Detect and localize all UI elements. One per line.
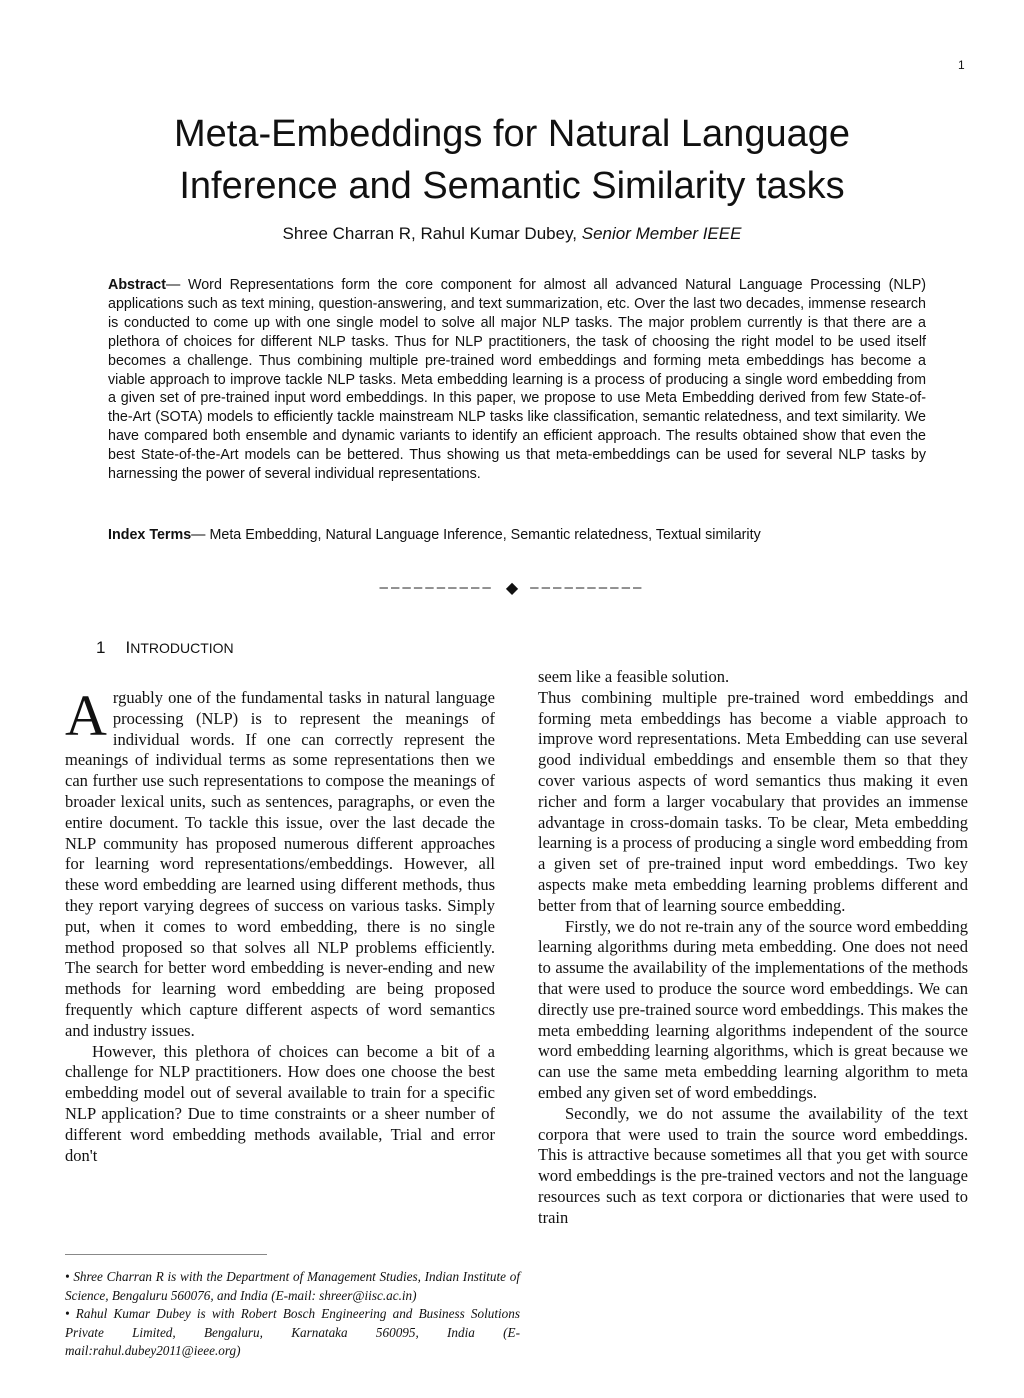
author-membership: Senior Member IEEE bbox=[581, 224, 742, 243]
intro-paragraph-3: seem like a feasible solution. bbox=[538, 667, 730, 686]
title-line-2: Inference and Semantic Similarity tasks bbox=[179, 165, 845, 207]
abstract-text: Word Representations form the core component for almost all advanced Natural Language Processing (NLP) applications such as text mining, question-answering, and text summarization, etc. Over the last two decades, immense research is conducted to come up with one single model to solve all major NLP tasks. The major problem currently is that there are a plethora of choices for different NLP tasks. Thus for NLP practitioners, the task of choosing the right model to be used itself becomes a challenge. Thus combining multiple pre-trained word embeddings and forming meta embeddings has become a viable approach to improve tackle NLP tasks. Meta embedding learning is a process of producing a single word embedding from a given set of pre-trained input word embeddings. In this paper, we propose to use Meta Embedding derived from few State-of-the-Art (SOTA) models to efficiently tackle mainstream NLP tasks like classification, semantic relatedness, and text similarity. We have compared both ensemble and dynamic variants to identify an efficient approach. The results obtained show that even the best State-of-the-Art models can be bettered. Thus showing us that meta-embeddings can be used for several NLP tasks by harnessing the power of several individual representations. bbox=[108, 277, 926, 483]
intro-paragraph-4: Thus combining multiple pre-trained word embeddings and forming meta embeddings has become a viable approach to improve word representations. Meta Embedding can use several good individual embeddings and ensemble them so that they cover various aspects of word semantics thus making it even richer and form a larger vocabulary that provides an immense advantage in cross-domain tasks. To be clear, Meta embedding learning is a process of producing a single word embedding from a given set of pre-trained input word embeddings. Two key aspects make meta embedding learning problems different and better from that of learning source embedding. bbox=[538, 687, 968, 915]
intro-paragraph-1 bbox=[65, 683, 495, 1042]
abstract-dash: — bbox=[166, 277, 188, 293]
section-number: 1 bbox=[96, 638, 106, 657]
separator-right-dashes: —————————— bbox=[530, 579, 645, 596]
intro-paragraph-2: However, this plethora of choices can become a bit of a challenge for NLP practitioners. How does one choose the best embedding model out of several available to train for a specific NLP application? Due to time constraints or a sheer number of different word embedding methods available, Trial and error don't bbox=[65, 1041, 495, 1165]
page-number: 1 bbox=[958, 58, 965, 72]
left-column bbox=[65, 683, 495, 1166]
author-names: Shree Charran R, Rahul Kumar Dubey, bbox=[282, 224, 582, 243]
index-terms bbox=[108, 527, 926, 543]
section-title-initial: I bbox=[125, 638, 131, 657]
abstract bbox=[108, 276, 926, 484]
separator-left-dashes: —————————— bbox=[379, 579, 494, 596]
intro-paragraph-1-text: rguably one of the fundamental tasks in natural language processing (NLP) is to represent the meanings of individual words. If one can correctly represent the meanings of individual terms as some representations then we can further use such representations to compose the meanings of broader lexical units, such as sentences, paragraphs, or even the entire document. To tackle this issue, over the last decade the NLP community has proposed numerous different approaches for learning word representations/embeddings. However, all these word embedding are learned using different methods, thus they report varying degrees of success on various tasks. Simply put, when it comes to word embedding, there is no single method proposed so that solves all NLP problems efficiently. The search for better word embedding is never-ending and new methods for learning word embedding are being proposed frequently which capture different aspects of word semantics and industry issues. bbox=[65, 688, 495, 1040]
intro-paragraph-5: Firstly, we do not re-train any of the source word embedding learning algorithms during meta embedding. One does not need to assume the availability of the implementations of the methods that were used to produce the source word embeddings. We can directly use pre-trained source word embeddings. This makes the meta embedding learning algorithms independent of the source word embedding learning algorithms, which is great because we can use the same meta embedding learning algorithm to meta embed any given set of word embeddings. bbox=[538, 916, 968, 1102]
footnotes bbox=[65, 1268, 520, 1361]
footnote-author-1: • Shree Charran R is with the Department of Management Studies, Indian Institute of Science, Bengaluru 560076, and India (E-mail: shreer@iisc.ac.in) bbox=[65, 1269, 520, 1303]
drop-cap: A bbox=[65, 683, 107, 748]
footnote-author-2: • Rahul Kumar Dubey is with Robert Bosch Engineering and Business Solutions Private Limited, Bengaluru, Karnataka 560095, India (E-mail:rahul.dubey2011@ieee.org) bbox=[65, 1306, 520, 1358]
index-terms-label: Index Terms bbox=[108, 527, 192, 543]
diamond-icon: ◆ bbox=[505, 578, 519, 597]
section-separator bbox=[0, 578, 1024, 597]
index-terms-text: Meta Embedding, Natural Language Inference, Semantic relatedness, Textual similarity bbox=[209, 527, 761, 543]
footnote-divider bbox=[65, 1254, 267, 1255]
author-line bbox=[0, 224, 1024, 244]
section-title-rest: NTRODUCTION bbox=[130, 640, 234, 656]
intro-paragraph-6: Secondly, we do not assume the availability of the text corpora that were used to train the source word embeddings. This is attractive because sometimes all that you get with source word embeddings is the pre-trained vectors and not the language resources such as text corpora or dictionaries that were used to train bbox=[538, 1103, 968, 1227]
section-heading bbox=[96, 638, 234, 658]
abstract-label: Abstract bbox=[108, 277, 166, 293]
index-terms-dash: — bbox=[191, 527, 210, 543]
title-line-1: Meta-Embeddings for Natural Language bbox=[174, 113, 850, 155]
right-column bbox=[538, 667, 968, 1229]
paper-title bbox=[0, 108, 1024, 212]
